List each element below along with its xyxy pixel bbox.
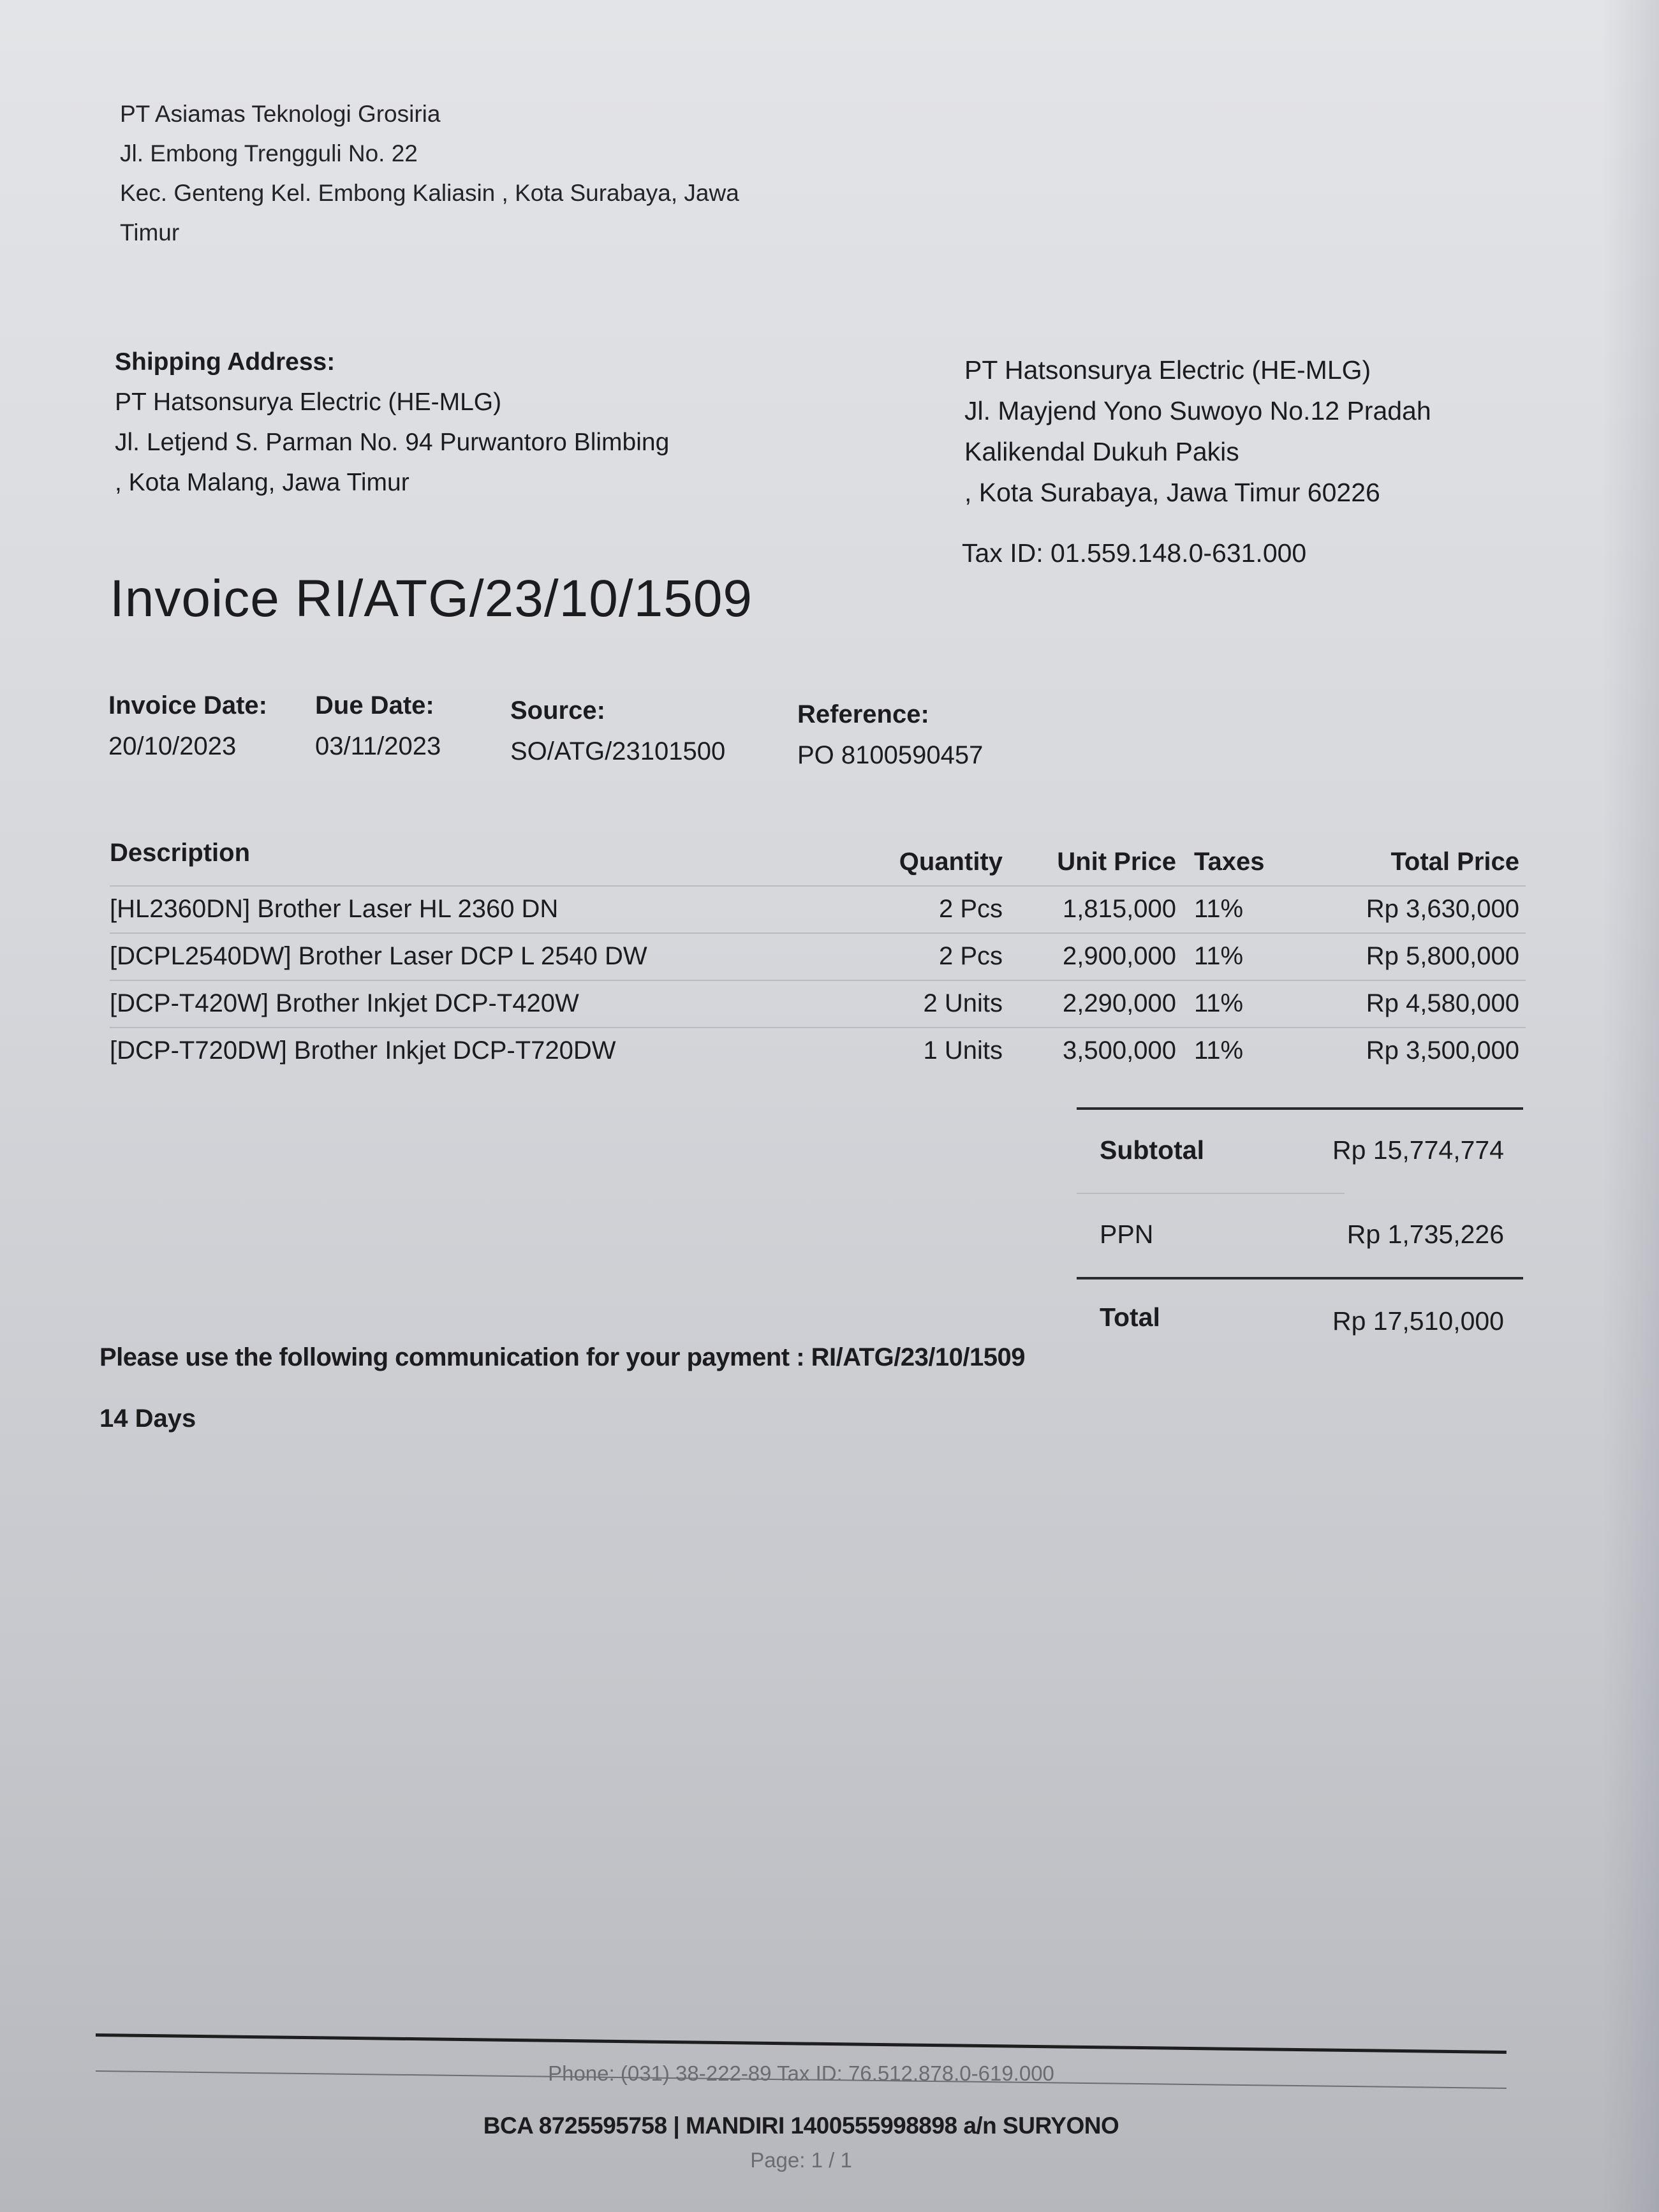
row-total: Rp 3,500,000 [1366, 1036, 1519, 1065]
source-value: SO/ATG/23101500 [510, 737, 726, 765]
row-unit-price: 1,815,000 [1063, 895, 1176, 923]
due-date-block [315, 685, 441, 767]
row-total: Rp 5,800,000 [1366, 942, 1519, 970]
payment-terms: 14 Days [100, 1405, 196, 1433]
customer-city: , Kota Surabaya, Jawa Timur 60226 [964, 478, 1380, 507]
row-description: [DCPL2540DW] Brother Laser DCP L 2540 DW [110, 942, 647, 970]
row-description: [DCP-T420W] Brother Inkjet DCP-T420W [110, 989, 579, 1017]
shipping-name: PT Hatsonsurya Electric (HE-MLG) [115, 388, 502, 416]
header-unit-price: Unit Price [1057, 848, 1176, 876]
customer-name: PT Hatsonsurya Electric (HE-MLG) [964, 355, 1371, 385]
source-label: Source: [510, 697, 605, 725]
row-taxes: 11% [1194, 942, 1244, 970]
reference-value: PO 8100590457 [797, 741, 984, 769]
row-quantity: 2 Pcs [938, 942, 1003, 970]
company-name: PT Asiamas Teknologi Grosiria [120, 101, 441, 127]
subtotal-value: Rp 15,774,774 [1332, 1135, 1504, 1165]
table-row [110, 981, 1526, 1028]
row-quantity: 1 Units [923, 1036, 1003, 1065]
footer-page-number: Page: 1 / 1 [750, 2148, 852, 2172]
subtotal-row [1077, 1110, 1523, 1193]
footer-bank-info: BCA 8725595758 | MANDIRI 1400555998898 a/n SURYONO [483, 2112, 1119, 2139]
row-unit-price: 2,900,000 [1063, 942, 1176, 970]
row-description: [DCP-T720DW] Brother Inkjet DCP-T720DW [110, 1036, 616, 1065]
row-taxes: 11% [1194, 1036, 1244, 1065]
company-address-block [120, 94, 739, 253]
company-city: Kec. Genteng Kel. Embong Kaliasin , Kota Surabaya, Jawa [120, 180, 739, 206]
shipping-street: Jl. Letjend S. Parman No. 94 Purwantoro Blimbing [115, 429, 670, 456]
invoice-date-value: 20/10/2023 [108, 732, 237, 760]
customer-address-block [964, 350, 1431, 513]
shipping-address-label: Shipping Address: [115, 348, 335, 376]
customer-district: Kalikendal Dukuh Pakis [964, 437, 1239, 466]
shipping-address-block [115, 342, 669, 503]
page-edge-shadow [1602, 0, 1659, 2212]
due-date-value: 03/11/2023 [315, 732, 441, 760]
customer-tax-id: Tax ID: 01.559.148.0-631.000 [962, 538, 1307, 568]
row-total: Rp 3,630,000 [1366, 895, 1519, 923]
shipping-city: , Kota Malang, Jawa Timur [115, 469, 409, 496]
header-quantity: Quantity [899, 848, 1003, 876]
reference-label: Reference: [797, 700, 929, 728]
row-quantity: 2 Units [923, 989, 1003, 1017]
header-taxes: Taxes [1194, 848, 1265, 876]
ppn-row [1077, 1194, 1523, 1277]
subtotal-label: Subtotal [1100, 1135, 1204, 1165]
customer-street: Jl. Mayjend Yono Suwoyo No.12 Pradah [964, 396, 1431, 425]
company-city-cont: Timur [120, 219, 180, 246]
row-description: [HL2360DN] Brother Laser HL 2360 DN [110, 895, 559, 923]
total-value: Rp 17,510,000 [1332, 1306, 1504, 1336]
invoice-date-label: Invoice Date: [108, 691, 267, 719]
due-date-label: Due Date: [315, 691, 434, 719]
reference-block [797, 694, 983, 776]
header-total-price: Total Price [1390, 848, 1519, 876]
header-description: Description [110, 839, 251, 867]
row-unit-price: 3,500,000 [1063, 1036, 1176, 1065]
row-taxes: 11% [1194, 989, 1244, 1017]
footer-divider [96, 2033, 1507, 2054]
row-total: Rp 4,580,000 [1366, 989, 1519, 1017]
invoice-title: Invoice RI/ATG/23/10/1509 [110, 570, 753, 628]
ppn-label: PPN [1100, 1220, 1154, 1249]
footer-contact: Phone: (031) 38-222-89 Tax ID: 76.512.878.0-619.000 [548, 2061, 1054, 2085]
total-label: Total [1100, 1302, 1160, 1332]
invoice-lines-table [110, 834, 1526, 1074]
row-quantity: 2 Pcs [938, 895, 1003, 923]
table-header-row [110, 834, 1526, 887]
payment-communication: Please use the following communication for your payment : RI/ATG/23/10/1509 [100, 1343, 1026, 1371]
row-unit-price: 2,290,000 [1063, 989, 1176, 1017]
table-row [110, 1028, 1526, 1074]
company-street: Jl. Embong Trengguli No. 22 [120, 140, 418, 166]
total-row [1077, 1279, 1523, 1337]
ppn-value: Rp 1,735,226 [1346, 1220, 1504, 1249]
source-block [510, 690, 725, 772]
table-row [110, 887, 1526, 934]
totals-block [1077, 1107, 1523, 1337]
table-row [110, 934, 1526, 981]
row-taxes: 11% [1194, 895, 1244, 923]
invoice-date-block [108, 685, 267, 767]
